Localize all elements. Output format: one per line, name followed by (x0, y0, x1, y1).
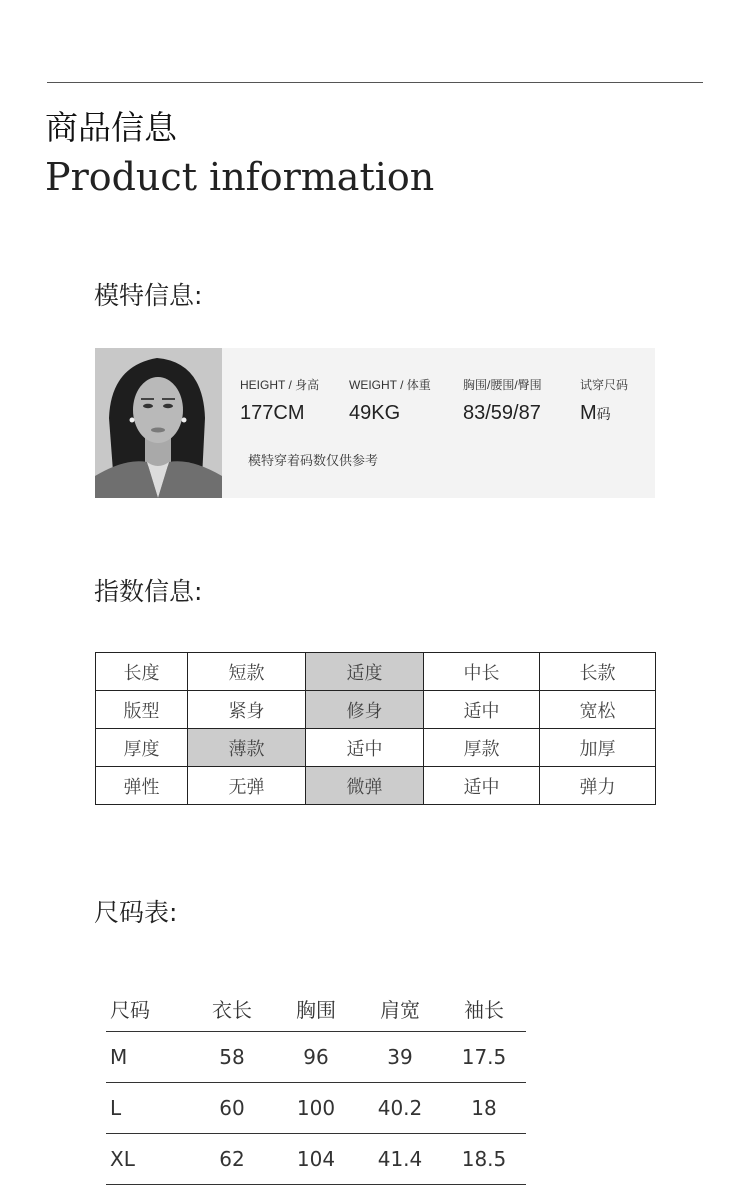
index-row (96, 691, 656, 729)
index-option-cell: 适中 (424, 691, 540, 729)
index-option-cell: 中长 (424, 653, 540, 691)
index-option-cell: 适中 (306, 729, 424, 767)
size-cell: 18 (442, 1083, 526, 1134)
stat-trial-size-value (580, 400, 628, 427)
index-option-cell: 适中 (424, 767, 540, 805)
stat-height-value: 177CM (240, 402, 305, 424)
index-info-heading: 指数信息: (94, 577, 203, 606)
index-option-cell: 厚款 (424, 729, 540, 767)
size-table (106, 985, 526, 1185)
stat-weight-value: 49KG (349, 402, 401, 424)
size-row (106, 1083, 526, 1134)
size-cell: 17.5 (442, 1032, 526, 1083)
stat-measurements (463, 377, 542, 426)
size-column-header: 袖长 (442, 985, 526, 1032)
index-attribute-cell: 版型 (96, 691, 188, 729)
size-cell: 39 (358, 1032, 442, 1083)
index-attribute-cell: 厚度 (96, 729, 188, 767)
index-option-cell: 短款 (188, 653, 306, 691)
size-cell: M (106, 1032, 190, 1083)
top-divider (47, 82, 703, 83)
index-option-cell: 无弹 (188, 767, 306, 805)
index-attribute-cell: 弹性 (96, 767, 188, 805)
stat-weight-label: WEIGHT / 体重 (349, 378, 431, 392)
page-title-en: Product information (45, 155, 435, 199)
size-cell: 40.2 (358, 1083, 442, 1134)
stat-weight (349, 377, 431, 426)
model-info-heading: 模特信息: (94, 281, 203, 310)
model-info-card (95, 348, 655, 498)
size-cell: L (106, 1083, 190, 1134)
size-row (106, 1032, 526, 1083)
index-row (96, 653, 656, 691)
size-chart-heading: 尺码表: (94, 898, 178, 927)
index-option-cell: 长款 (540, 653, 656, 691)
size-cell: 41.4 (358, 1134, 442, 1185)
size-cell: 104 (274, 1134, 358, 1185)
size-row (106, 1134, 526, 1185)
stat-trial-size (580, 377, 628, 427)
size-column-header: 尺码 (106, 985, 190, 1032)
index-option-cell: 弹力 (540, 767, 656, 805)
page-title-cn: 商品信息 (45, 108, 177, 147)
index-option-cell-selected: 薄款 (188, 729, 306, 767)
index-option-cell-selected: 微弹 (306, 767, 424, 805)
index-option-cell: 宽松 (540, 691, 656, 729)
stat-trial-size-number: M (580, 402, 597, 424)
size-cell: 60 (190, 1083, 274, 1134)
size-cell: 62 (190, 1134, 274, 1185)
model-size-note: 模特穿着码数仅供参考 (248, 454, 379, 469)
stat-measurements-value: 83/59/87 (463, 402, 541, 424)
size-cell: 58 (190, 1032, 274, 1083)
size-column-header: 肩宽 (358, 985, 442, 1032)
index-option-cell: 紧身 (188, 691, 306, 729)
index-row (96, 767, 656, 805)
index-option-cell-selected: 修身 (306, 691, 424, 729)
stat-height-label: HEIGHT / 身高 (240, 378, 320, 392)
size-cell: XL (106, 1134, 190, 1185)
stat-height (240, 377, 319, 426)
size-column-header: 衣长 (190, 985, 274, 1032)
size-column-header: 胸围 (274, 985, 358, 1032)
stat-trial-size-label: 试穿尺码 (580, 378, 629, 392)
size-cell: 18.5 (442, 1134, 526, 1185)
size-cell: 96 (274, 1032, 358, 1083)
index-table (95, 652, 656, 805)
size-cell: 100 (274, 1083, 358, 1134)
index-attribute-cell: 长度 (96, 653, 188, 691)
stat-trial-size-unit: 码 (596, 406, 611, 422)
index-option-cell: 加厚 (540, 729, 656, 767)
model-photo (95, 348, 222, 498)
index-option-cell-selected: 适度 (306, 653, 424, 691)
index-row (96, 729, 656, 767)
stat-measurements-label: 胸围/腰围/臀围 (463, 378, 542, 392)
